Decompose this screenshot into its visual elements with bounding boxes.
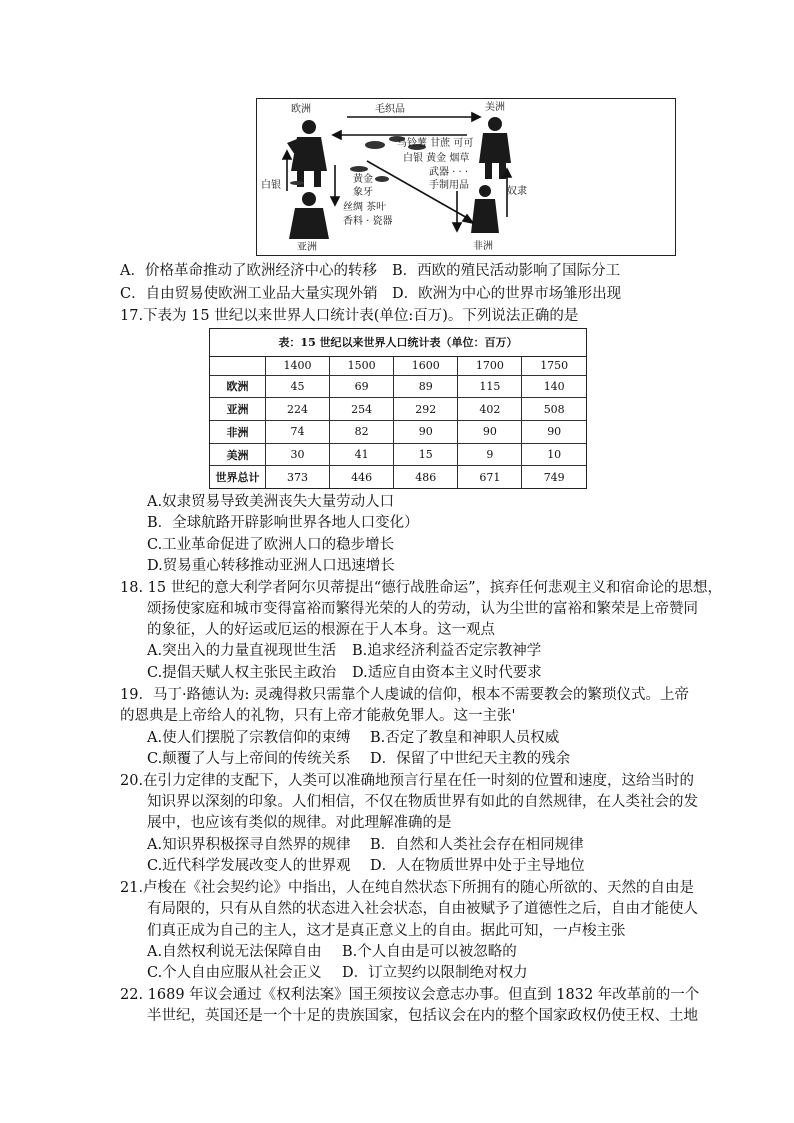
- table-year-cell: 1750: [522, 357, 586, 375]
- table-value-cell: 15: [394, 443, 458, 466]
- table-year-cell: 1400: [266, 357, 330, 375]
- label-ivory: 象牙: [353, 187, 373, 198]
- label-handicrafts: 手制用品: [429, 180, 469, 191]
- q18-stem-line-2: 颂扬使家庭和城市变得富裕而繁得光荣的人的劳动，认为尘世的富裕和繁荣是上帝赞同: [147, 601, 698, 617]
- table-year-cell: 1500: [330, 357, 394, 375]
- label-silver: 白银: [261, 180, 281, 191]
- q16-option-a: A．价格革命推动了欧洲经济中心的转移: [120, 263, 377, 279]
- q17-option-c: C.工业革命促进了欧洲人口的稳步增长: [147, 537, 395, 553]
- q16-option-b: B．西欧的殖民活动影响了国际分工: [392, 263, 621, 279]
- q20-stem-line-3: 展中，也应该有类似的规律。对此理解准确的是: [147, 815, 452, 831]
- q20-option-c: C.近代科学发展改变人的世界观: [147, 858, 351, 874]
- q19-stem-line-1: 19．马丁·路德认为: 灵魂得救只需靠个人虔诚的信仰，根本不需要教会的繁琐仪式。上帝: [120, 687, 690, 703]
- table-row: [210, 466, 586, 488]
- label-silver-gold-tobacco: 白银 黄金 烟草: [403, 153, 470, 164]
- table-value-cell: 749: [522, 466, 586, 488]
- table-value-cell: 9: [458, 443, 522, 466]
- label-silk-tea: 丝绸 茶叶: [343, 202, 387, 213]
- table-row: [210, 375, 586, 398]
- table-value-cell: 115: [458, 375, 522, 398]
- q21-option-c: C.个人自由应服从社会正义: [147, 965, 322, 981]
- label-africa: 非洲: [473, 241, 493, 252]
- q18-stem-line-3: 的象征，人的好运或厄运的根源在于人本身。这一观点: [147, 622, 495, 638]
- q21-stem-line-2: 有局限的，只有从自然的状态进入社会状态，自由被赋予了道德性之后，自由才能使人: [147, 901, 698, 917]
- table-region-cell: 世界总计: [210, 466, 266, 488]
- q18-option-d: D.适应自由资本主义时代要求: [352, 665, 542, 681]
- table-value-cell: 41: [330, 443, 394, 466]
- table-value-cell: 446: [330, 466, 394, 488]
- q18-option-b: B.追求经济利益否定宗教神学: [352, 643, 542, 659]
- q17-option-a: A.奴隶贸易导致美洲丧失大量劳动人口: [147, 494, 395, 510]
- label-america: 美洲: [485, 102, 505, 113]
- q20-option-d: D．人在物质世界中处于主导地位: [370, 858, 585, 874]
- q22-stem-line-2: 半世纪，英国还是一个十足的贵族国家，包括议会在内的整个国家政权仍使王权、土地: [147, 1008, 698, 1024]
- q19-stem-line-2: 的恩典是上帝给人的礼物，只有上帝才能赦免罪人。这一主张': [120, 708, 516, 724]
- table-row: [210, 398, 586, 421]
- table-value-cell: 140: [522, 375, 586, 398]
- q17-stem: 17.下表为 15 世纪以来世界人口统计表(单位:百万)。下列说法正确的是: [120, 308, 579, 324]
- table-header-row: [210, 357, 586, 375]
- table-value-cell: 402: [458, 398, 522, 421]
- table-value-cell: 10: [522, 443, 586, 466]
- q18-stem-line-1: 18. 15 世纪的意大利学者阿尔贝蒂提出“德行战胜命运”，摈弃任何悲观主义和宿命论的思想，: [120, 580, 723, 596]
- table-row: [210, 443, 586, 466]
- q18-option-c: C.提倡天赋人权主张民主政治: [147, 665, 337, 681]
- q21-option-b: B.个人自由是可以被忽略的: [342, 944, 517, 960]
- table-value-cell: 90: [522, 420, 586, 443]
- table-value-cell: 671: [458, 466, 522, 488]
- table-value-cell: 74: [266, 420, 330, 443]
- table-region-cell: 欧洲: [210, 375, 266, 398]
- q21-option-a: A.自然权利说无法保障自由: [147, 944, 322, 960]
- table-value-cell: 90: [458, 420, 522, 443]
- table-value-cell: 45: [266, 375, 330, 398]
- label-asia: 亚洲: [297, 242, 317, 253]
- trade-map-figure: [256, 98, 676, 256]
- q16-option-d: D．欧洲为中心的世界市场雏形出现: [392, 286, 622, 302]
- q17-option-d: D.贸易重心转移推动亚洲人口迅速增长: [147, 558, 395, 574]
- table-value-cell: 89: [394, 375, 458, 398]
- table-value-cell: 373: [266, 466, 330, 488]
- table-value-cell: 30: [266, 443, 330, 466]
- africa-figure-illustration: [471, 185, 499, 233]
- label-spice-porcelain: 香料 · 瓷器: [343, 216, 393, 227]
- q21-stem-line-1: 21.卢梭在《社会契约论》中指出，人在纯自然状态下所拥有的随心所欲的、天然的自由是: [120, 880, 695, 896]
- population-table-grid: [210, 357, 586, 488]
- table-value-cell: 292: [394, 398, 458, 421]
- table-region-cell: 美洲: [210, 443, 266, 466]
- label-europe: 欧洲: [291, 104, 311, 115]
- table-value-cell: 224: [266, 398, 330, 421]
- q16-option-c: C．自由贸易使欧洲工业品大量实现外销: [120, 286, 378, 302]
- q17-option-b: B．全球航路开辟影响世界各地人口变化）: [147, 515, 419, 531]
- label-weapons: 武器 · · ·: [429, 167, 469, 178]
- table-year-cell: 1600: [394, 357, 458, 375]
- q19-option-a: A.使人们摆脱了宗教信仰的束缚: [147, 730, 351, 746]
- q19-option-d: D．保留了中世纪天主教的残余: [370, 751, 571, 767]
- q18-option-a: A.突出入的力量直视现世生活: [147, 643, 337, 659]
- q20-option-b: B．自然和人类社会存在相同规律: [370, 837, 584, 853]
- europe-figure-illustration: [287, 120, 327, 187]
- table-value-cell: 254: [330, 398, 394, 421]
- asia-figure-illustration: [289, 192, 329, 239]
- q20-stem-line-1: 20.在引力定律的支配下，人类可以准确地预言行星在任一时刻的位置和速度，这给当时的: [120, 773, 695, 789]
- table-region-cell: 亚洲: [210, 398, 266, 421]
- label-gold: 黄金: [353, 174, 373, 185]
- label-woolen: 毛织品: [375, 104, 405, 115]
- q19-option-c: C.颠覆了人与上帝间的传统关系: [147, 751, 351, 767]
- label-slaves: 奴隶: [507, 186, 527, 197]
- q20-option-a: A.知识界积极探寻自然界的规律: [147, 837, 351, 853]
- table-value-cell: 508: [522, 398, 586, 421]
- population-table-caption: 表：15 世纪以来世界人口统计表（单位：百万）: [210, 329, 586, 357]
- q20-stem-line-2: 知识界以深刻的印象。人们相信，不仅在物质世界有如此的自然规律，在人类社会的发: [147, 794, 698, 810]
- table-value-cell: 90: [394, 420, 458, 443]
- q21-stem-line-3: 们真正成为自己的主人，这才是真正意义上的自由。据此可知，一卢梭主张: [147, 923, 626, 939]
- population-table: [209, 328, 587, 489]
- table-row: [210, 420, 586, 443]
- table-value-cell: 486: [394, 466, 458, 488]
- q22-stem-line-1: 22. 1689 年议会通过《权利法案》国王须按议会意志办事。但直到 1832 年改革前的一个: [120, 987, 700, 1003]
- q19-option-b: B.否定了教皇和神职人员权威: [370, 730, 560, 746]
- table-value-cell: 82: [330, 420, 394, 443]
- table-year-cell: 1700: [458, 357, 522, 375]
- table-value-cell: 69: [330, 375, 394, 398]
- table-corner-cell: [210, 357, 266, 375]
- q21-option-d: D．订立契约以限制绝对权力: [342, 965, 528, 981]
- label-crops: 马铃薯 甘蔗 可可: [397, 138, 474, 149]
- table-region-cell: 非洲: [210, 420, 266, 443]
